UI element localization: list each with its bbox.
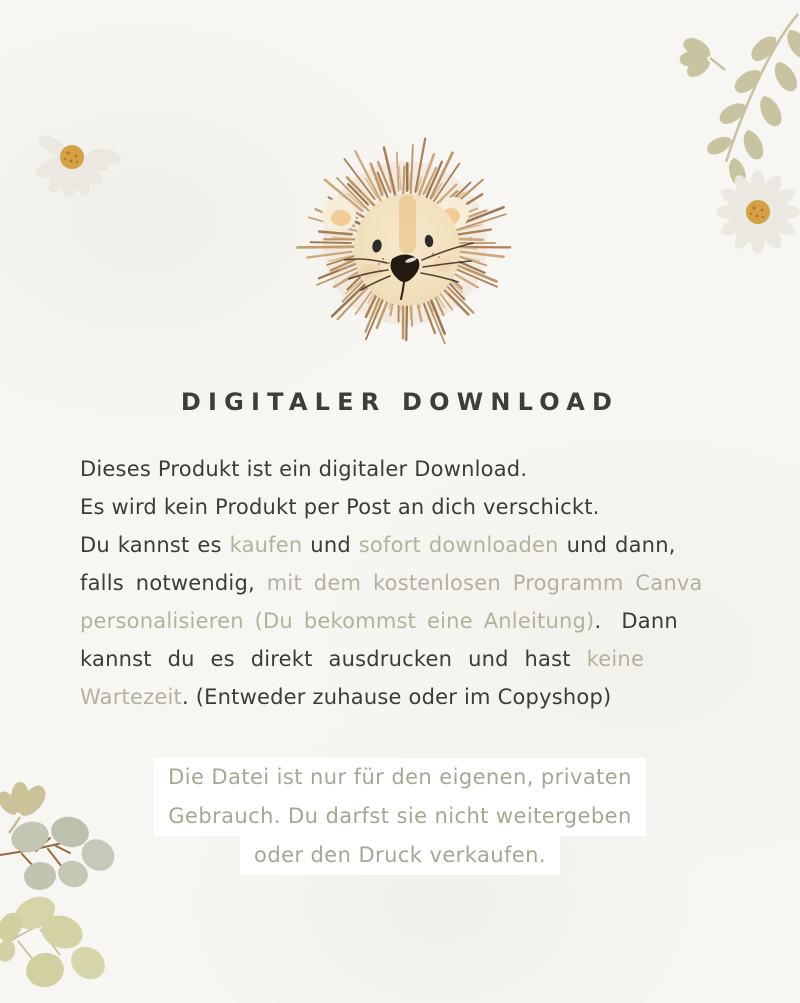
usage-note xyxy=(0,758,800,875)
body-line: Es wird kein Produkt per Post an dich verschickt. xyxy=(80,495,600,519)
leaf-branch-daisy-icon xyxy=(640,0,800,270)
body-line: Dieses Produkt ist ein digitaler Download. xyxy=(80,457,528,481)
daisy-half-icon xyxy=(20,128,150,218)
note-line: Gebrauch. Du darfst sie nicht weitergeben xyxy=(0,797,800,836)
body-line: falls notwendig, mit dem kostenlosen Programm Canva xyxy=(80,571,703,595)
body-line: kannst du es direkt ausdrucken und hast keine xyxy=(80,647,645,671)
body-line: personalisieren (Du bekommst eine Anleitung). Dann xyxy=(80,609,678,633)
description-text xyxy=(80,450,728,716)
page-title: DIGITALER DOWNLOAD xyxy=(180,388,620,416)
note-line: Die Datei ist nur für den eigenen, privaten xyxy=(0,758,800,797)
note-line: oder den Druck verkaufen. xyxy=(0,836,800,875)
lion-face-icon xyxy=(293,133,517,357)
body-line: Du kannst es kaufen und sofort downloaden und dann, xyxy=(80,533,676,557)
body-line: Wartezeit. (Entweder zuhause oder im Copyshop) xyxy=(80,685,612,709)
